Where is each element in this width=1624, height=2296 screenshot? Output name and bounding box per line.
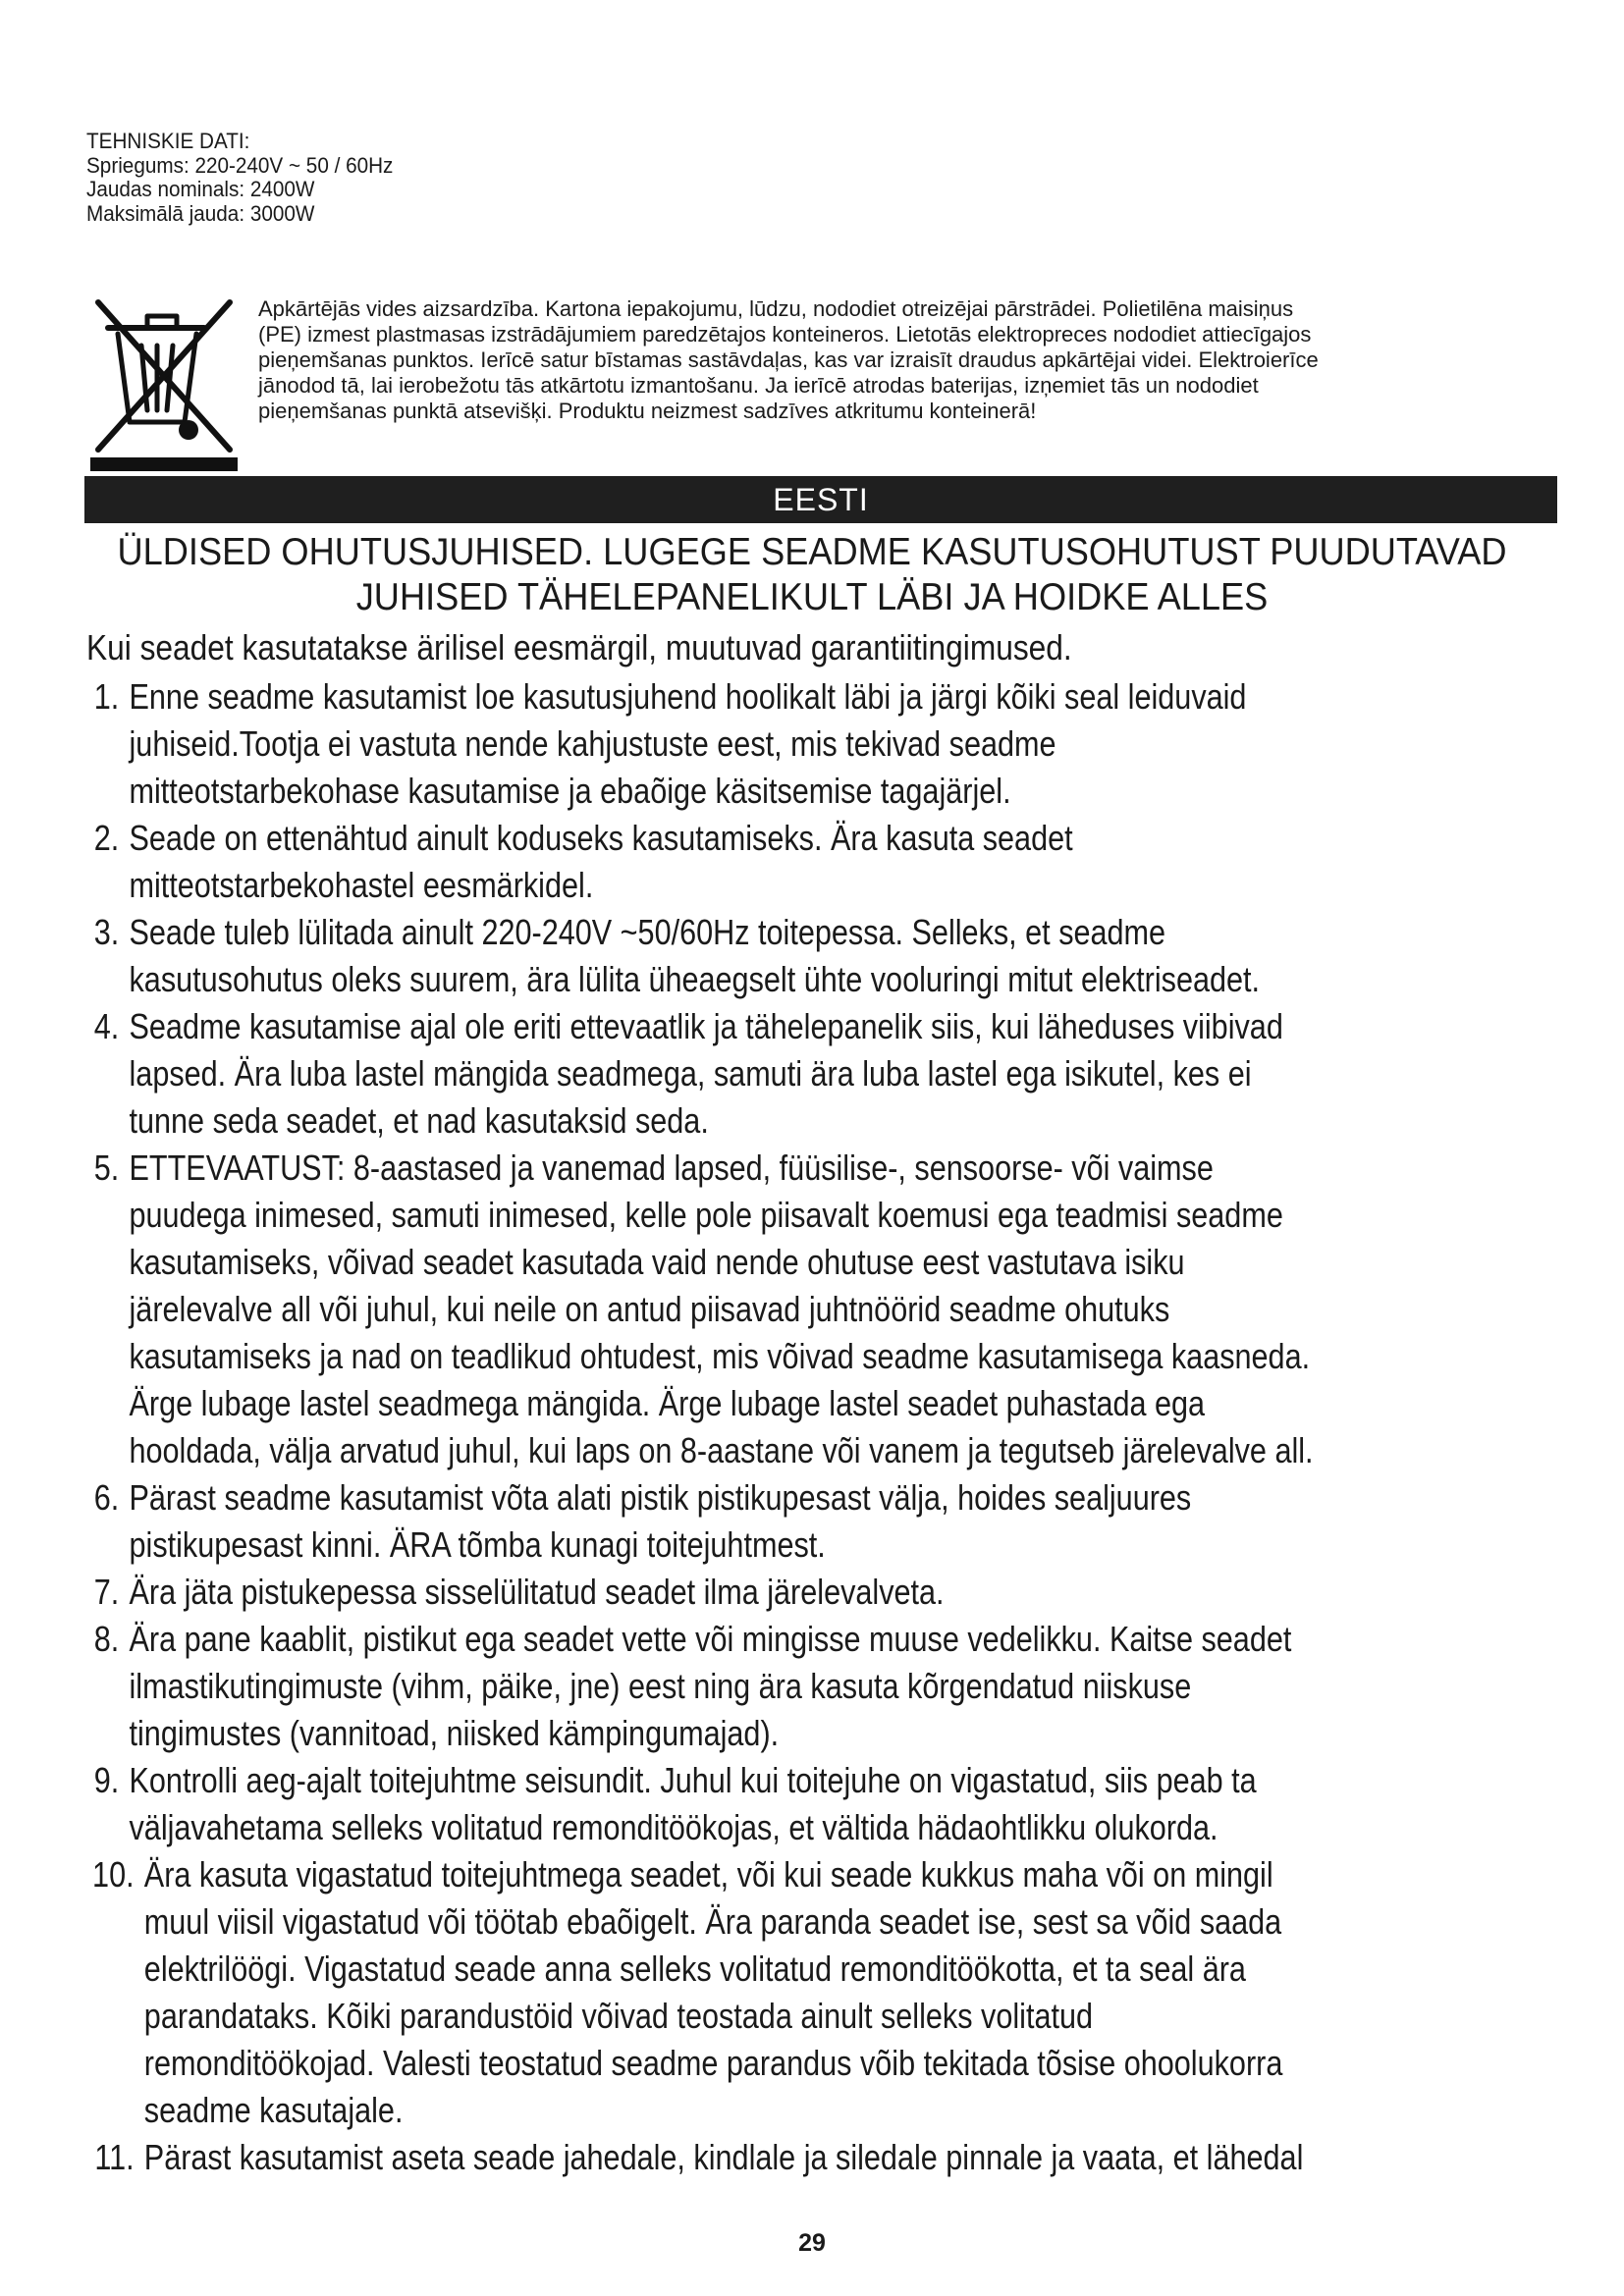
- list-item-line: puudega inimesed, samuti inimesed, kelle pole piisavalt koemusi ega teadmisi seadme: [129, 1195, 1283, 1235]
- list-item-line: mitteotstarbekohase kasutamise ja ebaõige käsitsemise tagajärjel.: [129, 771, 1011, 811]
- safety-heading: [104, 530, 1520, 620]
- list-item-number: 10.: [92, 1854, 135, 1895]
- language-section-bar: [84, 476, 1557, 523]
- list-item-line: Ärge lubage lastel seadmega mängida. Ärge lubage lastel seadet puhastada ega: [129, 1383, 1206, 1423]
- list-item-line: pistikupesast kinni. ÄRA tõmba kunagi toitejuhtmest.: [129, 1524, 826, 1565]
- list-item-line: muul viisil vigastatud või töötab ebaõigelt. Ära paranda seadet ise, sest sa võid saada: [143, 1901, 1282, 1942]
- list-item-line: järelevalve all või juhul, kui neile on antud piisavad juhtnöörid seadme ohutuks: [129, 1289, 1170, 1329]
- list-item-text: [130, 1616, 1292, 1757]
- list-item-line: remonditöökojad. Valesti teostatud seadme parandus võib tekitada tõsise ohoolukorra: [143, 2043, 1283, 2083]
- list-item-line: juhiseid.Tootja ei vastuta nende kahjustuste eest, mis tekivad seadme: [129, 723, 1056, 764]
- list-item: [71, 1569, 1573, 1616]
- list-item-text: [130, 815, 1073, 909]
- list-item: [71, 1474, 1573, 1569]
- technical-data-line: Maksimālā jauda: 3000W: [86, 200, 315, 226]
- list-item-number: 1.: [93, 676, 120, 717]
- list-item-text: [130, 1474, 1192, 1569]
- list-item-number: 7.: [93, 1572, 120, 1612]
- list-item-line: tunne seda seadet, et nad kasutaksid seda.: [129, 1100, 709, 1141]
- list-item-line: ilmastikutingimuste (vihm, päike, jne) eest ning ära kasuta kõrgendatud niiskuse: [129, 1666, 1192, 1706]
- language-label: EESTI: [773, 481, 869, 517]
- list-item-number: 3.: [93, 912, 120, 952]
- list-item-line: Pärast seadme kasutamist võta alati pistik pistikupesast välja, hoides sealjuures: [129, 1477, 1192, 1518]
- list-item-number: 2.: [93, 818, 120, 858]
- safety-heading-line: ÜLDISED OHUTUSJUHISED. LUGEGE SEADME KASUTUSOHUTUST PUUDUTAVAD: [117, 531, 1507, 573]
- list-item-number: 5.: [93, 1148, 120, 1188]
- list-item-line: kasutamiseks ja nad on teadlikud ohtudest, mis võivad seadme kasutamisega kaasneda.: [129, 1336, 1311, 1376]
- list-item-line: seadme kasutajale.: [143, 2090, 404, 2130]
- list-item-line: lapsed. Ära luba lastel mängida seadmega, samuti ära luba lastel ega isikutel, kes ei: [129, 1053, 1252, 1094]
- list-item: [71, 1145, 1573, 1474]
- list-item-line: Seadme kasutamise ajal ole eriti ettevaatlik ja tähelepanelik siis, kui läheduses viibivad: [129, 1006, 1283, 1046]
- list-item-line: ETTEVAATUST: 8-aastased ja vanemad lapsed, füüsilise-, sensoorse- või vaimse: [129, 1148, 1214, 1188]
- environment-notice-line: (PE) izmest plastmasas izstrādājumiem paredzētajos konteineros. Lietotās elektropreces nododiet attiecīgajos: [258, 322, 1312, 347]
- list-item-line: Seade on ettenähtud ainult koduseks kasutamiseks. Ära kasuta seadet: [129, 818, 1073, 858]
- list-item-line: parandataks. Kõiki parandustöid võivad teostada ainult selleks volitatud: [143, 1996, 1094, 2036]
- page-number: 29: [798, 2229, 826, 2257]
- list-item: [71, 1003, 1573, 1145]
- list-item-line: Enne seadme kasutamist loe kasutusjuhend hoolikalt läbi ja järgi kõiki seal leiduvaid: [129, 676, 1247, 717]
- list-item: [71, 1757, 1573, 1851]
- list-item-line: Ära kasuta vigastatud toitejuhtmega seadet, või kui seade kukkus maha või on mingil: [143, 1854, 1273, 1895]
- list-item-line: Seade tuleb lülitada ainult 220-240V ~50/60Hz toitepessa. Selleks, et seadme: [129, 912, 1166, 952]
- list-item-text: [130, 909, 1261, 1003]
- environment-notice: [258, 296, 1559, 424]
- list-item: [71, 673, 1573, 815]
- list-item-line: Kontrolli aeg-ajalt toitejuhtme seisundit. Juhul kui toitejuhe on vigastatud, siis peab ta: [129, 1760, 1257, 1800]
- list-item: [71, 1851, 1573, 2134]
- list-item-number: 9.: [93, 1760, 120, 1800]
- list-item-number: 11.: [94, 2137, 135, 2177]
- list-item-text: [130, 1145, 1314, 1474]
- list-item-line: elektrilöögi. Vigastatud seade anna selleks volitatud remonditöökotta, et ta seal ära: [143, 1949, 1246, 1989]
- technical-data-block: [86, 130, 393, 226]
- list-item-number: 6.: [93, 1477, 120, 1518]
- list-item-text: [130, 1569, 945, 1616]
- environment-notice-line: pieņemšanas punktos. Ierīcē satur bīstamas sastāvdaļas, kas var izraisīt draudus apkārtējai videi. Elektroierīce: [258, 347, 1319, 372]
- list-item-line: mitteotstarbekohastel eesmärkidel.: [129, 865, 594, 905]
- environment-notice-line: Apkārtējās vides aizsardzība. Kartona iepakojumu, lūdzu, nododiet otreizējai pārstrādei. Polietilēna maisiņus: [258, 296, 1294, 321]
- list-item-line: Ära pane kaablit, pistikut ega seadet vette või mingisse muuse vedelikku. Kaitse seadet: [129, 1619, 1292, 1659]
- warranty-intro: Kui seadet kasutatakse ärilisel eesmärgil, muutuvad garantiitingimused.: [86, 627, 1072, 667]
- list-item-line: hooldada, välja arvatud juhul, kui laps on 8-aastane või vanem ja tegutseb järelevalve all.: [129, 1430, 1314, 1470]
- list-item: [71, 1616, 1573, 1757]
- list-item-text: [130, 673, 1247, 815]
- technical-data-heading: TEHNISKIE DATI:: [86, 129, 250, 153]
- list-item-text: [130, 1003, 1283, 1145]
- weee-crossed-bin-icon: [90, 285, 238, 471]
- list-item-line: tingimustes (vannitoad, niisked kämpingumajad).: [129, 1713, 780, 1753]
- list-item: [71, 909, 1573, 1003]
- list-item: [71, 815, 1573, 909]
- technical-data-line: Jaudas nominals: 2400W: [86, 177, 315, 201]
- environment-notice-line: pieņemšanas punktā atsevišķi. Produktu neizmest sadzīves atkritumu konteinerā!: [258, 399, 1037, 423]
- list-item-line: Ära jäta pistukepessa sisselülitatud seadet ilma järelevalveta.: [129, 1572, 945, 1612]
- safety-heading-line: JUHISED TÄHELEPANELIKULT LÄBI JA HOIDKE ALLES: [355, 576, 1269, 618]
- list-item-text: [144, 2134, 1304, 2181]
- list-item-line: kasutusohutus oleks suurem, ära lülita üheaegselt ühte vooluringi mitut elektriseadet.: [129, 959, 1261, 999]
- list-item-number: 8.: [93, 1619, 120, 1659]
- safety-instructions-list: [71, 673, 1573, 2181]
- environment-notice-line: jānodod tā, lai ierobežotu tās atkārtotu izmantošanu. Ja ierīcē atrodas baterijas, izņemiet tās un nododiet: [258, 373, 1259, 398]
- list-item-line: väljavahetama selleks volitatud remonditöökojas, et vältida hädaohtlikku olukorda.: [129, 1807, 1218, 1847]
- technical-data-line: Spriegums: 220-240V ~ 50 / 60Hz: [86, 152, 394, 178]
- list-item: [71, 2134, 1573, 2181]
- list-item-number: 4.: [93, 1006, 120, 1046]
- list-item-line: kasutamiseks, võivad seadet kasutada vaid nende ohutuse eest vastutava isiku: [129, 1242, 1185, 1282]
- list-item-text: [144, 1851, 1283, 2134]
- list-item-text: [130, 1757, 1257, 1851]
- list-item-line: Pärast kasutamist aseta seade jahedale, kindlale ja siledale pinnale ja vaata, et lähedal: [143, 2137, 1304, 2177]
